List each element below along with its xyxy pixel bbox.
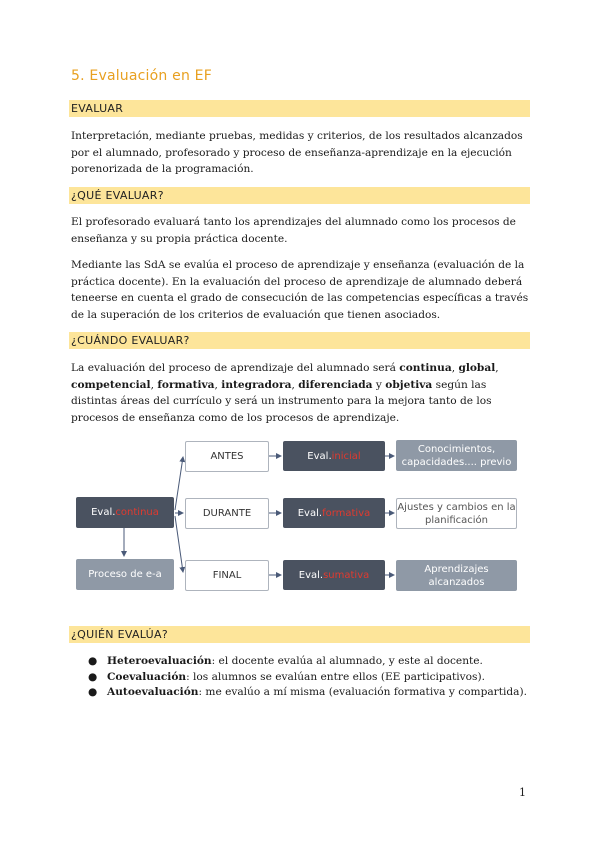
eval-sumativa-box: Eval. sumativa [283,560,385,590]
list-item: ● Autoevaluación: me evalúo a mí misma (evaluación formativa y compartida). [88,685,527,701]
heading-cuando-evaluar: ¿CUÁNDO EVALUAR? [69,332,530,349]
keyword-continua: continua [399,362,452,374]
page-number: 1 [519,786,526,799]
bullet-list [88,654,527,701]
keyword-objetiva: objetiva [385,378,433,391]
section-title: 5. Evaluación en EF [71,68,212,84]
heading-quien-evalua: ¿QUIÉN EVALÚA? [69,626,530,643]
result-aprendizajes: Aprendizajes alcanzados [396,560,517,591]
paragraph-evaluar: Interpretación, mediante pruebas, medidas y criterios, de los resultados alcanzados por el alumnado, profesorado y proceso de enseñanza-aprendizaje en la ejecución porenorizada de la programación. [71,130,523,175]
bullet-dot-icon: ● [88,655,98,667]
keyword-integradora: integradora [221,378,292,391]
keyword-global: global [458,362,496,374]
eval-inicial-box: Eval. inicial [283,441,385,471]
heading-que-evaluar: ¿QUÉ EVALUAR? [69,187,530,204]
list-item: ● Heteroevaluación: el docente evalúa al alumnado, y este al docente. [88,654,527,670]
arrow-to-final [175,516,183,572]
paragraph-que-1: El profesorado evaluará tanto los aprendizajes del alumnado como los procesos de enseñanza y su propia práctica docente. [71,216,516,245]
eval-continua-word: continua [115,507,159,518]
phase-durante: DURANTE [185,498,269,529]
eval-inicial-word: inicial [331,450,361,462]
eval-formativa-box: Eval. formativa [283,498,385,528]
proceso-box: Proceso de e-a [76,559,174,590]
phase-antes: ANTES [185,441,269,472]
result-ajustes: Ajustes y cambios en la planificación [396,498,517,529]
arrow-to-antes [175,457,183,510]
eval-sumativa-word: sumativa [323,569,370,581]
bullet-dot-icon: ● [88,686,98,698]
keyword-formativa: formativa [157,378,215,391]
paragraph-que-2: Mediante las SdA se evalúa el proceso de aprendizaje y enseñanza (evaluación de la práctica docente). En la evaluación del proceso de aprendizaje de alumnado deberá teneerse en cuenta el grado de consecución de las competencias específicas a través de la superación de los criterios de evaluación que tienen asociados. [71,259,529,321]
heading-evaluar: EVALUAR [69,100,530,117]
eval-formativa-word: formativa [322,507,371,519]
eval-continua-box: Eval. continua [76,497,174,528]
phase-final: FINAL [185,560,269,591]
list-item: ● Coevaluación: los alumnos se evalúan entre ellos (EE participativos). [88,670,527,686]
result-conocimientos: Conocimientos, capacidades.... previo [396,440,517,471]
paragraph-cuando: La evaluación del proceso de aprendizaje del alumnado será continua, global, competencial, formativa, integradora, diferenciada y objetiva según las distintas áreas del currículo y será un instrumento para la mejora tanto de los procesos de enseñanza como de los procesos de aprendizaje. [71,362,499,424]
keyword-diferenciada: diferenciada [298,378,373,391]
keyword-competencial: competencial [71,378,151,391]
bullet-dot-icon: ● [88,670,98,683]
